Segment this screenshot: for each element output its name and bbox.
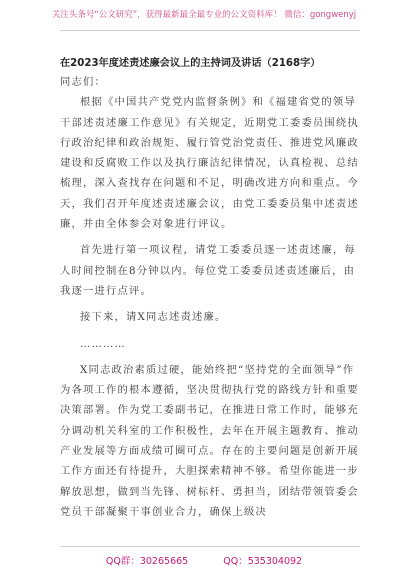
footer-divider [60,546,360,547]
header-banner: 关注头条号“公文研究”，获得最新最全最专业的公文资料库！ 微信：gongwenyj [51,10,357,20]
footer-qq: QQ：535304092 [223,556,303,567]
footer-qq-group: QQ群：30265665 [105,556,189,567]
salutation: 同志们： [60,76,106,88]
paragraph-agenda: 首先进行第一项议程，请党工委委员逐一述责述廉，每人时间控制在8分钟以内。每位党工委委员述责述廉后，由我逐一进行点评。 [60,244,356,297]
document-title: 在2023年度述责述廉会议上的主持词及讲话（2168字） [60,58,321,69]
paragraph-intro: 根据《中国共产党党内监督条例》和《福建省党的领导干部述责述廉工作意见》有关规定，近期党工委委员围绕执行政治纪律和政治规矩、履行管党治党责任、推进党风廉政建设和反腐败工作以及执行廉洁纪律情况，认真检视、总结梳理，深入查找存在问题和不足，明确改进方向和重点。今天，我们召开年度述责述廉会议，由党工委委员集中述责述廉，并由全体参会对象进行评议。 [60,96,359,231]
document-body [60,72,360,522]
paragraph-next: 接下来，请X同志述责述廉。 [80,311,227,324]
footer [0,553,408,567]
paragraph-comment: X同志政治素质过硬，能始终把“坚持党的全面领导”作为各项工作的根本遵循，坚决贯彻执行党的路线方针和重要决策部署。作为党工委副书记，在推进日常工作时，能够充分调动机关科室的工作积极性，去年在开展主题教育、推动产业发展等方面成绩可圈可点。存在的主要问题是创新开展工作方面还有待提升，大胆探索精神不够。希望你能进一步解放思想，做到当先锋、树标杆、勇担当，团结带领管委会党员干部凝聚干事创业合力，确保上级决 [60,363,359,518]
paragraph-ellipsis: ………… [80,337,126,350]
header-divider [60,30,360,31]
